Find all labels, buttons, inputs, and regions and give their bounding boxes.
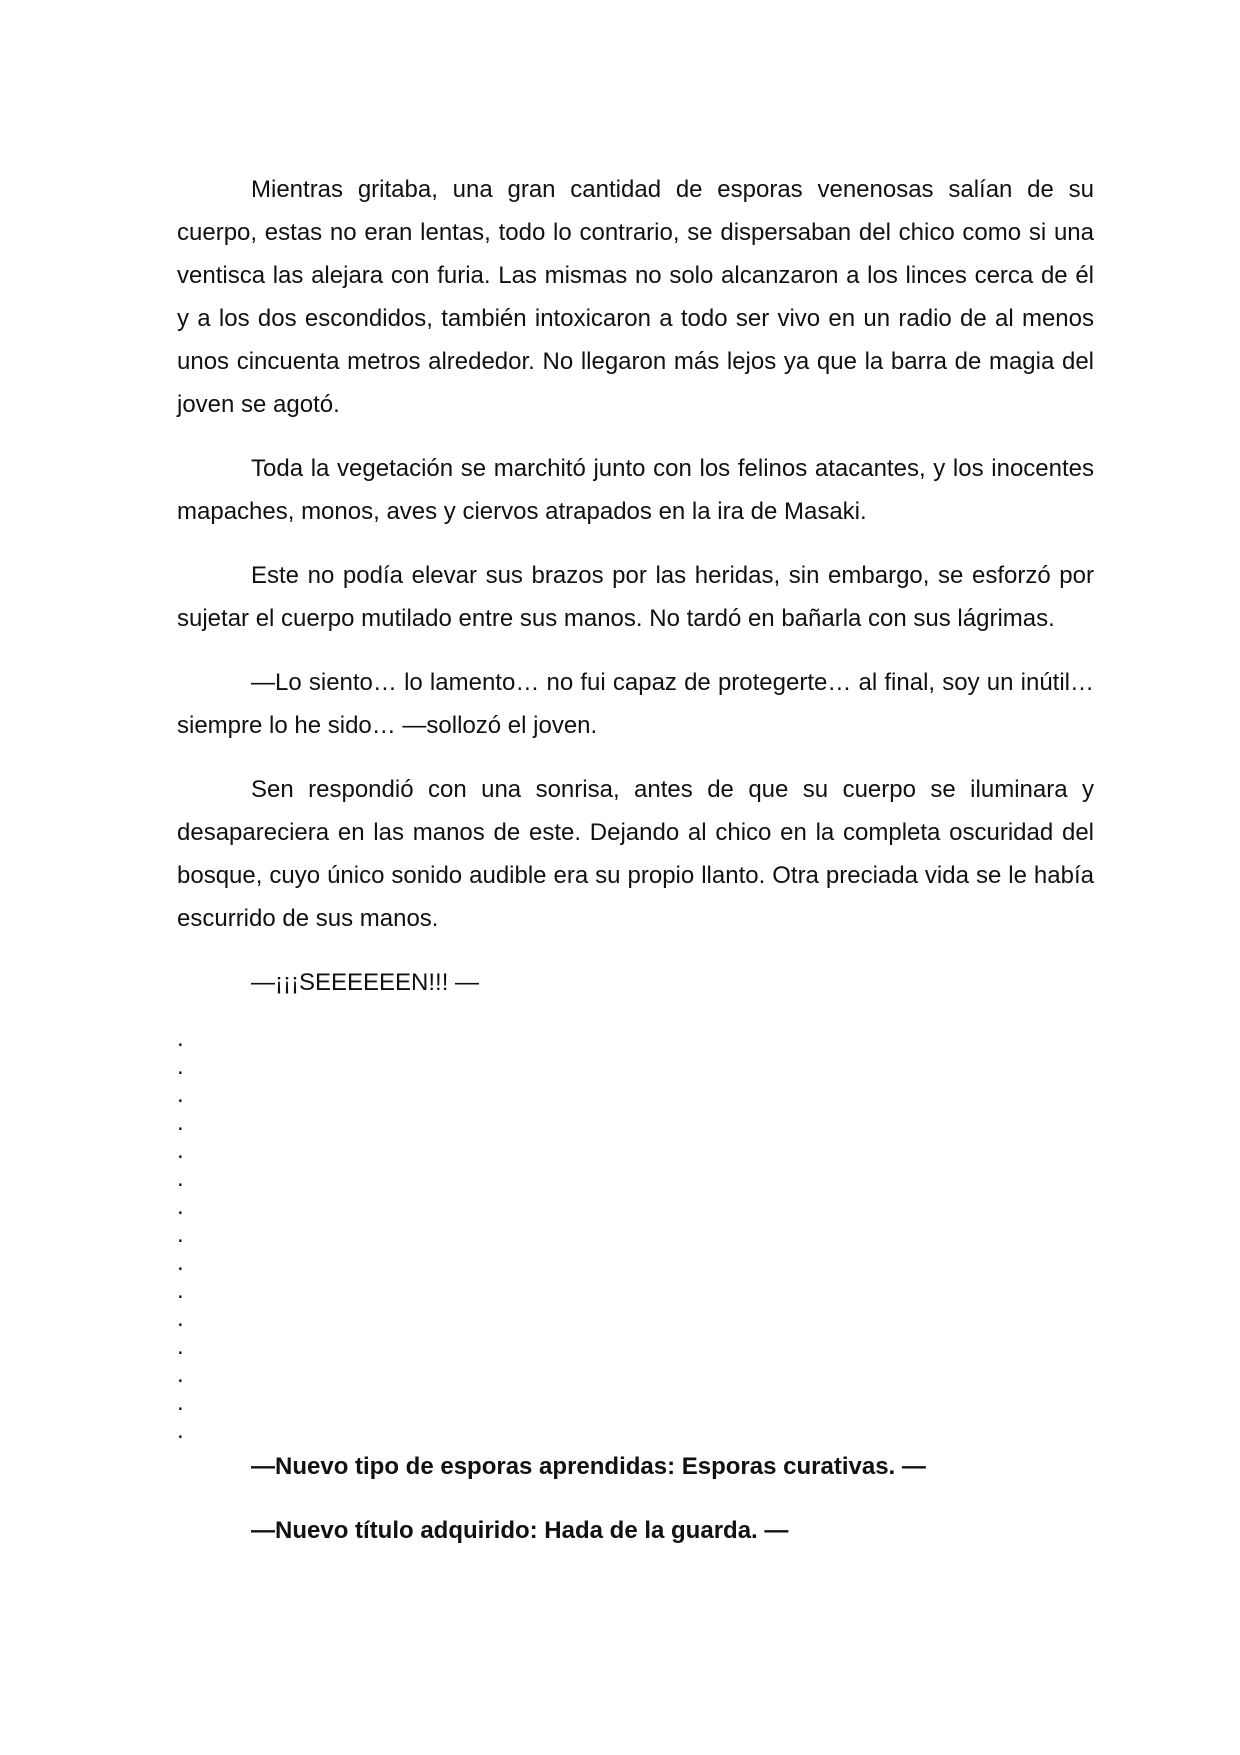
document-page bbox=[177, 168, 1094, 1573]
dot: . bbox=[177, 1137, 184, 1164]
dot: . bbox=[177, 1025, 184, 1052]
dot: . bbox=[177, 1109, 184, 1136]
dot: . bbox=[177, 1165, 184, 1192]
notification-title-acquired: —Nuevo título adquirido: Hada de la guarda. — bbox=[251, 1517, 789, 1544]
paragraph-4: —Lo siento… lo lamento… no fui capaz de protegerte… al final, soy un inútil… siempre lo he sido… —sollozó el joven. bbox=[177, 669, 1094, 739]
dot: . bbox=[177, 1249, 184, 1276]
dot: . bbox=[177, 1221, 184, 1248]
dot: . bbox=[177, 1361, 184, 1388]
dot: . bbox=[177, 1333, 184, 1360]
paragraph-1: Mientras gritaba, una gran cantidad de esporas venenosas salían de su cuerpo, estas no eran lentas, todo lo contrario, se dispersaban del chico como si una ventisca las alejara con furia. Las mismas no solo alcanzaron a los linces cerca de él y a los dos escondidos, también intoxicaron a todo ser vivo en un radio de al menos unos cincuenta metros alrededor. No llegaron más lejos ya que la barra de magia del joven se agotó. bbox=[177, 176, 1094, 418]
paragraph-2: Toda la vegetación se marchitó junto con los felinos atacantes, y los inocentes mapaches, monos, aves y ciervos atrapados en la ira de Masaki. bbox=[177, 455, 1094, 525]
dot: . bbox=[177, 1417, 184, 1444]
paragraph-3: Este no podía elevar sus brazos por las heridas, sin embargo, se esforzó por sujetar el cuerpo mutilado entre sus manos. No tardó en bañarla con sus lágrimas. bbox=[177, 562, 1094, 632]
scene-break-dots bbox=[177, 1025, 1094, 1445]
notification-spores-learned: —Nuevo tipo de esporas aprendidas: Esporas curativas. — bbox=[251, 1453, 926, 1480]
dot: . bbox=[177, 1053, 184, 1080]
dot: . bbox=[177, 1081, 184, 1108]
paragraph-5: Sen respondió con una sonrisa, antes de que su cuerpo se iluminara y desapareciera en las manos de este. Dejando al chico en la completa oscuridad del bosque, cuyo único sonido audible era su propio llanto. Otra preciada vida se le había escurrido de sus manos. bbox=[177, 776, 1094, 932]
dot: . bbox=[177, 1389, 184, 1416]
dot: . bbox=[177, 1193, 184, 1220]
paragraph-6: —¡¡¡SEEEEEEN!!! — bbox=[251, 969, 480, 996]
dot: . bbox=[177, 1277, 184, 1304]
dot: . bbox=[177, 1305, 184, 1332]
